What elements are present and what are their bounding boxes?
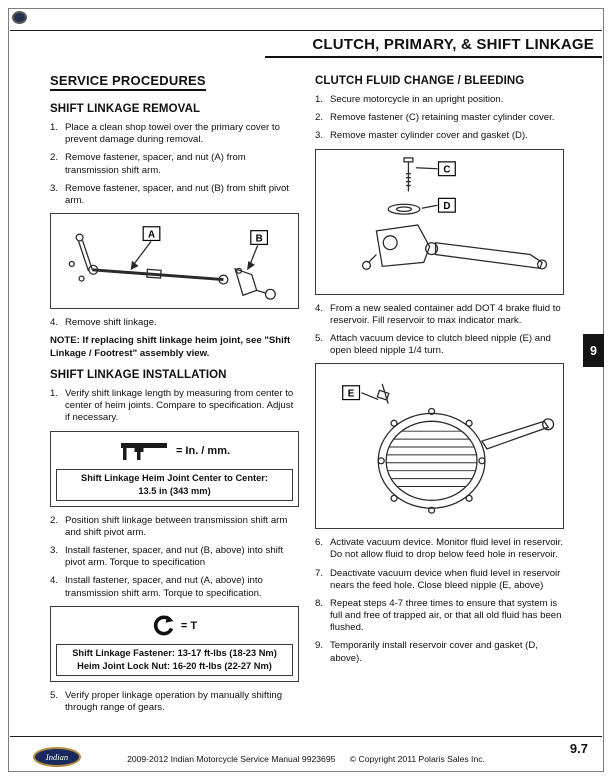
clutch-bleed-diagram — [318, 366, 561, 526]
heading-clutch-fluid-change: CLUTCH FLUID CHANGE / BLEEDING — [315, 75, 525, 87]
torque-spec-box — [56, 644, 293, 676]
title-underline — [265, 56, 602, 58]
measurement-icon-row — [56, 437, 293, 469]
step-number: 8. — [315, 597, 324, 609]
step-number: 3. — [50, 182, 59, 194]
step-text: Remove shift linkage. — [65, 317, 157, 329]
chapter-tab: 9 — [583, 334, 604, 367]
step-number: 1. — [50, 122, 59, 133]
torque-spec-line1: Shift Linkage Fastener: 13-17 ft-lbs (18-23 Nm) — [72, 647, 277, 658]
step-item — [50, 690, 299, 714]
note — [50, 335, 299, 360]
step-text: Temporarily install reservoir cover and gasket (D, above). — [330, 640, 538, 664]
step-item — [315, 537, 564, 561]
step-item — [50, 575, 299, 599]
step-item — [315, 303, 564, 327]
note-label: NOTE: — [50, 335, 80, 347]
step-item — [315, 640, 564, 664]
figure-label-c: C — [443, 164, 451, 176]
step-item — [50, 122, 299, 146]
torque-caption: = T — [180, 619, 198, 632]
step-item — [50, 545, 299, 569]
section-heading-service-procedures: SERVICE PROCEDURES — [50, 73, 206, 91]
step-number: 5. — [315, 332, 324, 344]
step-number: 1. — [50, 388, 59, 400]
measurement-caption: = In. / mm. — [175, 444, 231, 457]
step-number: 1. — [315, 94, 324, 105]
step-item — [50, 388, 299, 425]
step-item — [50, 317, 299, 329]
step-text: Remove master cylinder cover and gasket (D). — [330, 130, 528, 142]
torque-icon — [152, 615, 174, 637]
spec-title: Shift Linkage Heim Joint Center to Center: — [81, 472, 268, 483]
step-number: 3. — [315, 130, 324, 142]
right-column — [315, 72, 564, 720]
left-column — [50, 72, 299, 720]
figure-label-a: A — [147, 229, 156, 241]
step-text: Activate vacuum device. Monitor fluid level in reservoir. Do not allow fluid to drop below feed hole in reservoir. — [330, 537, 564, 561]
figure-label-b: B — [255, 233, 263, 245]
footer-manual-info: 2009-2012 Indian Motorcycle Service Manual 9923695 — [127, 754, 336, 764]
footer-rule — [10, 736, 602, 737]
step-number: 9. — [315, 640, 324, 652]
spec-value: 13.5 in (343 mm) — [138, 485, 211, 496]
step-text: Position shift linkage between transmission shift arm and shift pivot arm. — [65, 514, 288, 538]
step-number: 2. — [50, 514, 59, 526]
step-item — [315, 598, 564, 635]
step-item — [315, 333, 564, 357]
step-text: Deactivate vacuum device when fluid level in reservoir nears the feed hole. Close bleed nipple (E, above) — [330, 567, 561, 591]
step-text: Attach vacuum device to clutch bleed nipple (E) and open bleed nipple 1/4 turn. — [330, 332, 551, 357]
content-columns — [50, 72, 564, 720]
step-item — [315, 94, 564, 106]
step-item — [315, 112, 564, 124]
page-number: 9.7 — [569, 741, 588, 756]
step-item — [50, 152, 299, 176]
page-title: CLUTCH, PRIMARY, & SHIFT LINKAGE — [312, 36, 594, 53]
step-text: Verify shift linkage length by measuring from center to center of heim joints. Compare to specification. Adjust if necessary. — [65, 388, 294, 424]
step-text: Remove fastener (C) retaining master cylinder cover. — [330, 112, 555, 124]
corner-logo-mark — [12, 11, 27, 24]
note-text: If replacing shift linkage heim joint, see "Shift Linkage / Footrest" assembly view. — [50, 335, 291, 359]
step-number: 4. — [50, 575, 59, 587]
step-text: Remove fastener, spacer, and nut (A) from transmission shift arm. — [65, 152, 246, 176]
indian-logo: Indian — [33, 747, 81, 767]
shift-linkage-diagram — [53, 216, 296, 306]
heading-shift-linkage-removal: SHIFT LINKAGE REMOVAL — [50, 103, 201, 115]
step-item — [50, 515, 299, 539]
footer-copyright: © Copyright 2011 Polaris Sales Inc. — [349, 754, 485, 764]
step-text: Install fastener, spacer, and nut (A, above) into transmission shift arm. Torque to specification. — [65, 575, 263, 599]
footer-text — [0, 754, 612, 764]
step-number: 3. — [50, 545, 59, 557]
torque-icon-row — [56, 612, 293, 644]
step-text: Secure motorcycle in an upright position. — [330, 94, 504, 105]
figure-label-d: D — [443, 200, 451, 212]
step-text: Remove fastener, spacer, and nut (B) from shift pivot arm. — [65, 182, 289, 206]
step-number: 2. — [50, 152, 59, 164]
torque-spec-line2: Heim Joint Lock Nut: 16-20 ft-lbs (22-27 Nm) — [77, 660, 272, 671]
step-text: Repeat steps 4-7 three times to ensure that system is full and free of trapped air, or that all old fluid has been flushed. — [330, 597, 562, 634]
measurement-figure — [50, 431, 299, 507]
step-number: 6. — [315, 537, 324, 549]
caliper-icon — [119, 440, 169, 462]
step-number: 4. — [315, 302, 324, 314]
step-number: 4. — [50, 317, 59, 329]
step-text: Place a clean shop towel over the primary cover to prevent damage during removal. — [65, 122, 280, 146]
figure-label-e: E — [347, 388, 355, 400]
shift-linkage-figure — [50, 213, 299, 309]
step-number: 7. — [315, 567, 324, 579]
measurement-spec-box — [56, 469, 293, 501]
step-number: 2. — [315, 112, 324, 124]
master-cylinder-figure — [315, 149, 564, 295]
master-cylinder-diagram — [318, 152, 561, 292]
step-item — [50, 183, 299, 207]
step-text: Install fastener, spacer, and nut (B, above) into shift pivot arm. Torque to specification — [65, 545, 284, 569]
step-number: 5. — [50, 689, 59, 701]
clutch-bleed-figure — [315, 363, 564, 529]
torque-spec-figure — [50, 606, 299, 682]
step-text: From a new sealed container add DOT 4 brake fluid to reservoir. Fill reservoir to max indicator mark. — [330, 302, 561, 326]
step-item — [315, 568, 564, 592]
heading-shift-linkage-installation: SHIFT LINKAGE INSTALLATION — [50, 369, 227, 382]
page-header — [10, 30, 602, 58]
step-text: Verify proper linkage operation by manually shifting through range of gears. — [65, 689, 283, 713]
step-item — [315, 130, 564, 142]
